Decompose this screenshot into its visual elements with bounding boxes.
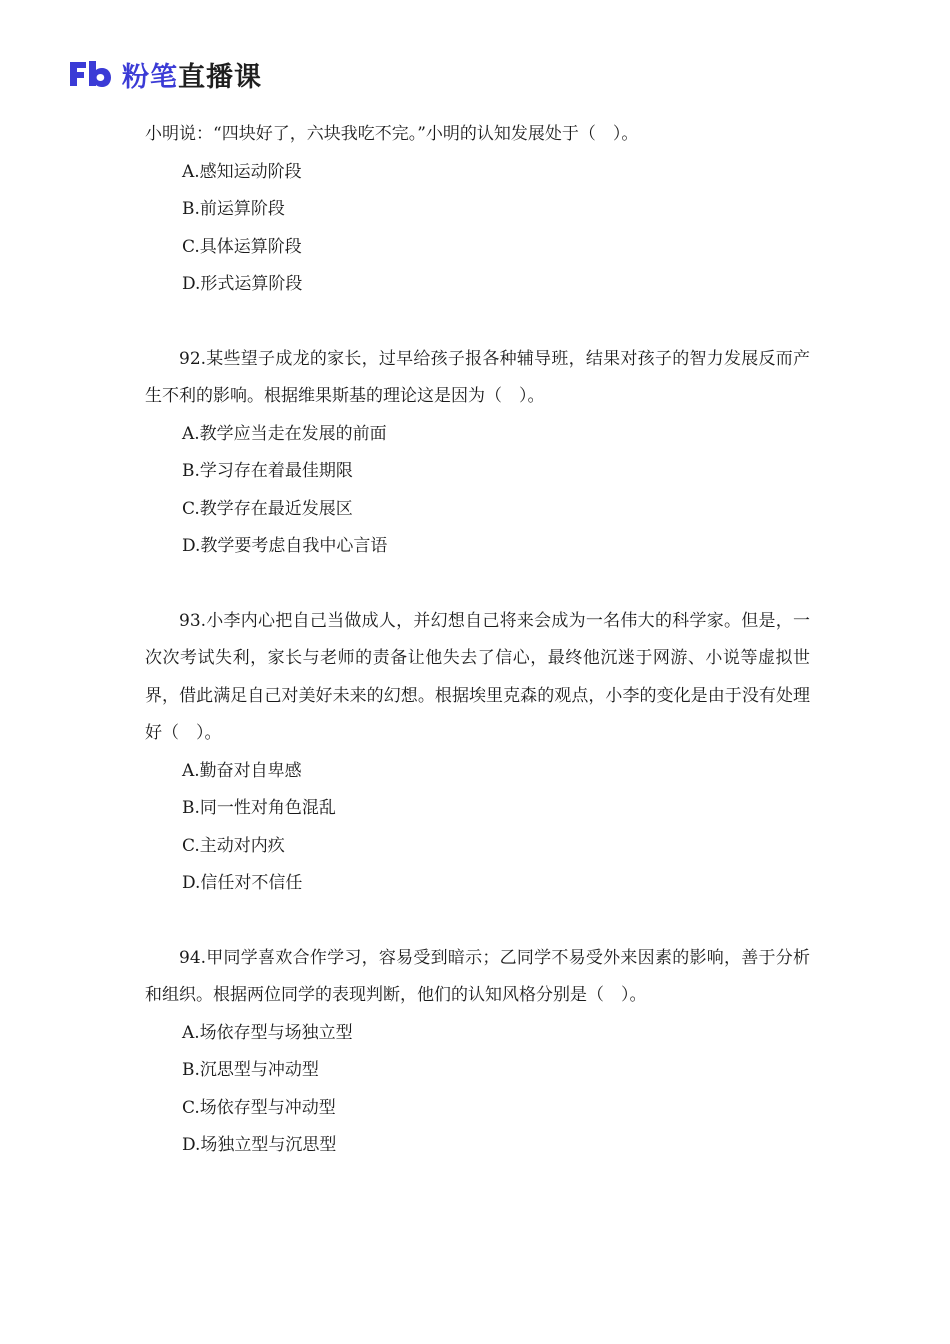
logo-wordmark: [122, 55, 262, 94]
header: [68, 56, 262, 92]
option-list: [145, 1015, 810, 1165]
logo-brand-text: 粉笔: [122, 61, 178, 93]
question-text: 93.小李内心把自己当做成人，并幻想自己将来会成为一名伟大的科学家。但是，一次次考试失利，家长与老师的责备让他失去了信心，最终他沉迷于网游、小说等虚拟世界，借此满足自己对美好未来的幻想。根据埃里克森的观点，小李的变化是由于没有处理好（ ）。: [145, 610, 810, 743]
option-d: D.形式运算阶段: [182, 274, 303, 294]
option-b: B.学习存在着最佳期限: [182, 461, 353, 481]
option-a: A.感知运动阶段: [182, 161, 302, 182]
question-92: [145, 341, 810, 566]
question-text: 小明说：“四块好了，六块我吃不完。”小明的认知发展处于（ ）。: [145, 124, 639, 144]
question-94: [145, 940, 810, 1165]
option-c: C.主动对内疚: [182, 835, 285, 856]
question-91: [145, 116, 810, 304]
option-b: B.前运算阶段: [182, 199, 285, 219]
option-c: C.具体运算阶段: [182, 236, 302, 257]
question-93: [145, 603, 810, 903]
option-a: A.教学应当走在发展的前面: [182, 423, 387, 444]
option-list: [145, 416, 810, 566]
logo-subtitle-text: 直播课: [178, 61, 262, 93]
option-d: D.信任对不信任: [182, 873, 303, 893]
question-list: [145, 116, 810, 1165]
option-d: D.场独立型与沉思型: [182, 1135, 337, 1155]
option-b: B.沉思型与冲动型: [182, 1060, 319, 1080]
option-list: [145, 154, 810, 304]
option-a: A.场依存型与场独立型: [182, 1022, 353, 1043]
option-d: D.教学要考虑自我中心言语: [182, 536, 388, 556]
option-c: C.教学存在最近发展区: [182, 498, 353, 519]
option-list: [145, 753, 810, 903]
fb-logo-icon: [68, 59, 112, 89]
option-b: B.同一性对角色混乱: [182, 798, 336, 818]
option-c: C.场依存型与冲动型: [182, 1097, 336, 1118]
question-text: 92.某些望子成龙的家长，过早给孩子报各种辅导班，结果对孩子的智力发展反而产生不利的影响。根据维果斯基的理论这是因为（ ）。: [145, 348, 810, 406]
option-a: A.勤奋对自卑感: [182, 760, 302, 781]
question-text: 94.甲同学喜欢合作学习，容易受到暗示；乙同学不易受外来因素的影响，善于分析和组织。根据两位同学的表现判断，他们的认知风格分别是（ ）。: [145, 947, 810, 1005]
